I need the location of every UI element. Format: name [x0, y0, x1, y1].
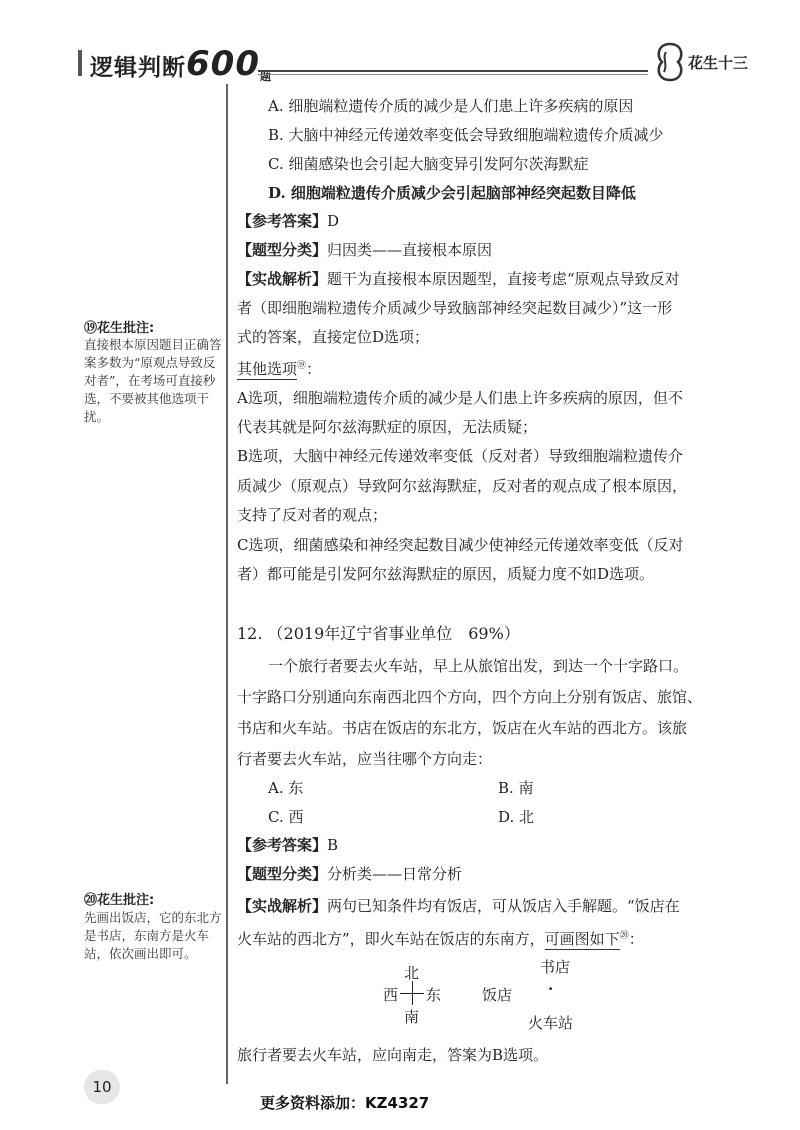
diagram-north: 北 — [404, 964, 420, 982]
q11-other-line: 者）都可能是引发阿尔兹海默症的原因，质疑力度不如D选项。 — [237, 565, 655, 583]
q11-option-d: D. 细胞端粒遗传介质减少会引起脑部神经突起数目降低 — [268, 184, 636, 202]
q11-other-line: 质减少（原观点）导致阿尔兹海默症，反对者的观点成了根本原因， — [237, 477, 688, 495]
sidebar-note-body: 先画出饭店，它的东北方是书店，东南方是火车站，依次画出即可。 — [84, 910, 222, 961]
q11-other-line: A选项，细胞端粒遗传介质的减少是人们患上许多疾病的原因，但不 — [237, 389, 683, 407]
type-label: 【题型分类】 — [237, 865, 328, 883]
q11-analysis-line — [237, 269, 680, 289]
diagram-bookstore: 书店 — [540, 958, 571, 976]
q11-other-line: B选项，大脑中神经元传递效率变低（反对者）导致细胞端粒遗传介 — [237, 447, 684, 465]
q12-stem-line: 一个旅行者要去火车站，早上从旅馆出发，到达一个十字路口。 — [268, 657, 689, 675]
analysis-text: 火车站的西北方”，即火车站在饭店的东南方， — [237, 930, 545, 948]
book-title-text: 逻辑判断 — [90, 55, 186, 81]
footer-note: 更多资料添加：KZ4327 — [260, 1094, 430, 1112]
q11-other-line: C选项，细菌感染和神经突起数目减少使神经元传递效率变低（反对 — [237, 536, 684, 554]
analysis-label: 【实战解析】 — [237, 897, 328, 915]
q11-answer — [237, 211, 339, 231]
q12-answer — [237, 835, 338, 855]
q12-option-b: B. 南 — [498, 779, 534, 797]
other-options-label: 其他选项 — [237, 360, 298, 378]
draw-diagram-hint: 可画图如下 — [544, 930, 620, 948]
q12-conclusion: 旅行者要去火车站，应向南走，答案为B选项。 — [237, 1046, 549, 1064]
q12-stem-line: 行者要去火车站，应当往哪个方向走： — [237, 750, 493, 768]
q11-type — [237, 240, 492, 260]
answer-label: 【参考答案】 — [237, 836, 328, 854]
q12-stem-line: 书店和火车站。书店在饭店的东北方，饭店在火车站的西北方。该旅 — [237, 719, 688, 737]
q11-option-b: B. 大脑中神经元传递效率变低会导致细胞端粒遗传介质减少 — [268, 126, 664, 144]
q12-type — [237, 864, 462, 884]
q12-stem-line: 十字路口分别通向东南西北四个方向，四个方向上分别有饭店、旅馆、 — [237, 688, 703, 706]
q12-option-d: D. 北 — [498, 808, 535, 826]
compass-vertical-line — [412, 981, 413, 1005]
header-rule — [258, 70, 648, 72]
q11-analysis-line: 式的答案，直接定位D选项； — [237, 328, 430, 346]
diagram-restaurant: 饭店 — [482, 986, 513, 1004]
note-ref-19: ⑲ — [297, 361, 307, 371]
q12-option-a: A. 东 — [268, 779, 304, 797]
q11-other-options-heading — [237, 356, 321, 379]
diagram-east: 东 — [426, 986, 442, 1004]
q12-heading: 12. （2019年辽宁省事业单位 69%） — [237, 624, 520, 643]
answer-value: B — [327, 836, 339, 854]
answer-label: 【参考答案】 — [237, 212, 328, 230]
type-value: 分析类——日常分析 — [327, 865, 463, 883]
q12-analysis-line — [237, 896, 680, 916]
header-rule-thin — [258, 74, 648, 75]
analysis-text: 两句已知条件均有饭店，可从饭店入手解题。“饭店在 — [327, 897, 680, 915]
q12-analysis-line — [237, 926, 644, 949]
book-title-suffix: 题 — [259, 70, 272, 83]
book-title — [90, 44, 272, 84]
q12-option-c: C. 西 — [268, 808, 304, 826]
header-bar — [78, 50, 82, 76]
diagram-dot: · — [548, 980, 554, 998]
q11-option-a: A. 细胞端粒遗传介质的减少是人们患上许多疾病的原因 — [268, 97, 634, 115]
note-ref-20: ⑳ — [619, 931, 629, 941]
sidebar-note-title: ⑲花生批注: — [84, 321, 155, 336]
q11-other-line: 支持了反对者的观点； — [237, 506, 388, 524]
sidebar-note-body: 直接根本原因题目正确答案多数为“原观点导致反对者”，在考场可直接秒选，不要被其他选项干扰。 — [84, 337, 222, 424]
brand-name: 花生十三 — [688, 54, 749, 72]
analysis-text: 题干为直接根本原因题型，直接考虑“原观点导致反对 — [327, 270, 680, 288]
book-title-number: 600 — [186, 44, 260, 84]
sidebar-note-title: ⑳花生批注: — [84, 893, 155, 908]
type-value: 归因类——直接根本原因 — [327, 241, 493, 259]
q11-option-c: C. 细菌感染也会引起大脑变异引发阿尔茨海默症 — [268, 155, 589, 173]
q11-other-line: 代表其就是阿尔兹海默症的原因，无法质疑； — [237, 418, 538, 436]
colon: ： — [628, 930, 644, 948]
analysis-label: 【实战解析】 — [237, 270, 328, 288]
page-number: 10 — [84, 1070, 120, 1104]
peanut-logo-icon — [648, 40, 692, 84]
colon: ： — [306, 360, 322, 378]
type-label: 【题型分类】 — [237, 241, 328, 259]
diagram-south: 南 — [404, 1008, 420, 1026]
q11-analysis-line: 者（即细胞端粒遗传介质减少导致脑部神经突起数目减少）”这一形 — [237, 299, 673, 317]
diagram-station: 火车站 — [528, 1014, 574, 1032]
sidebar-divider — [226, 84, 228, 1084]
diagram-west: 西 — [383, 986, 399, 1004]
answer-value: D — [327, 212, 340, 230]
